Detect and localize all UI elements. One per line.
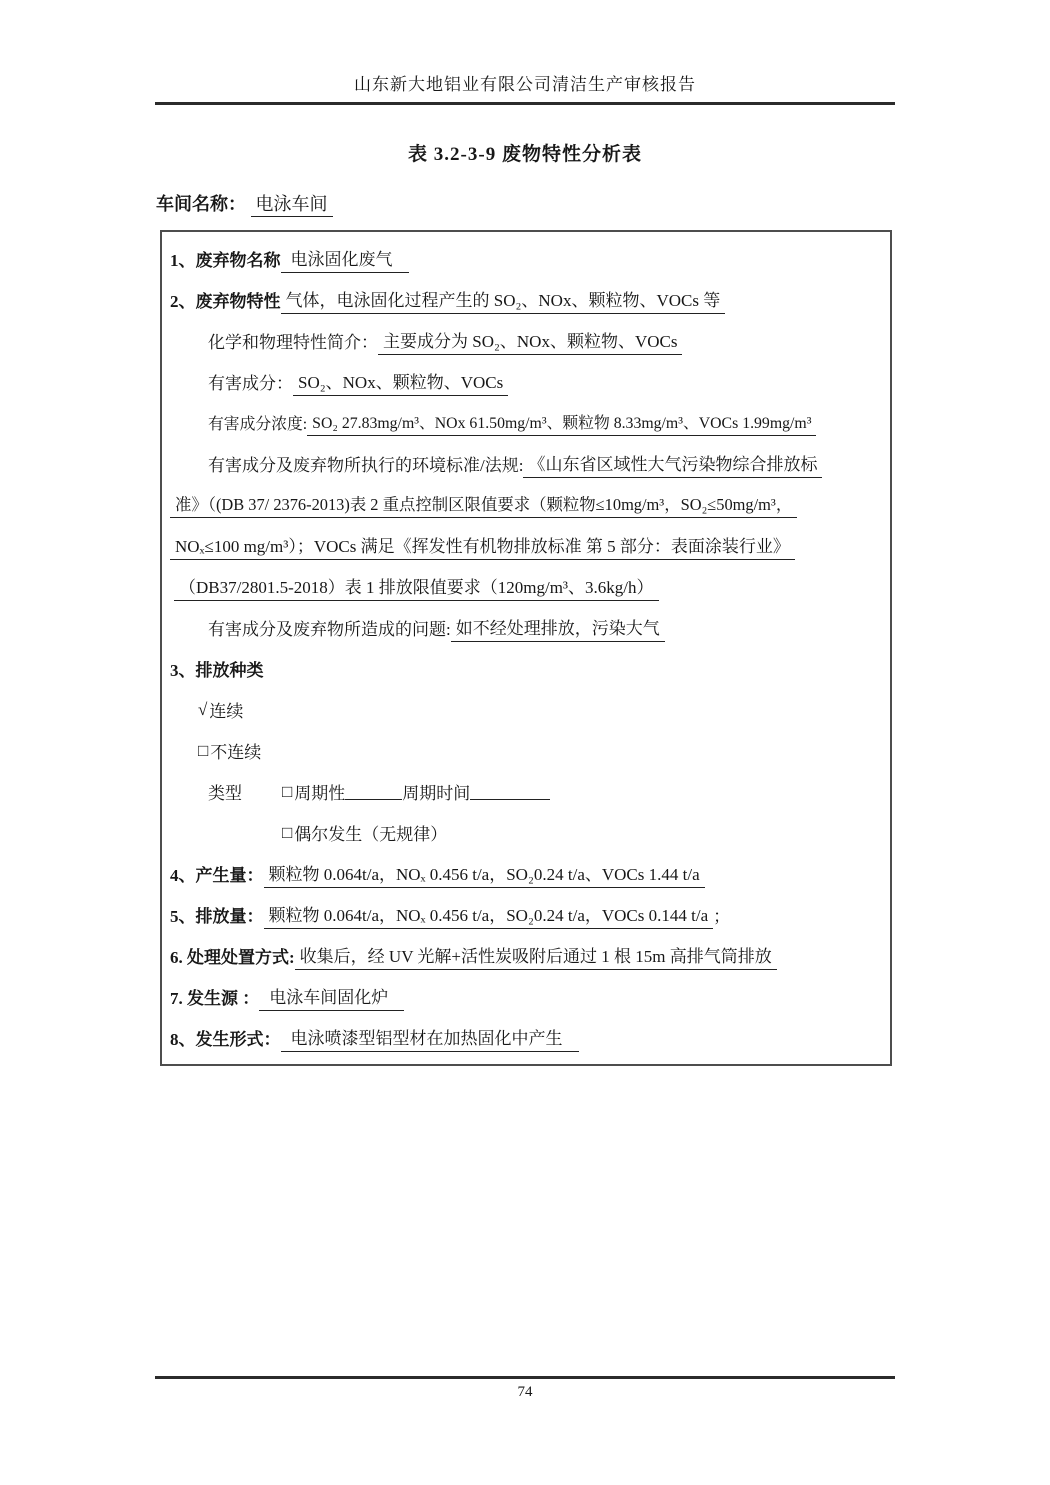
- workshop-name-value: 电泳车间: [251, 194, 333, 217]
- field-harmful-components: [170, 361, 882, 402]
- footer-rule: [155, 1376, 895, 1379]
- treatment-method-value: 收集后，经 UV 光解+活性炭吸附后通过 1 根 15m 高排气筒排放: [295, 942, 777, 970]
- waste-name-label: 1、废弃物名称: [170, 251, 281, 270]
- blank-line: [470, 784, 550, 800]
- field-chemical-intro: [170, 320, 882, 361]
- field-treatment-method: [170, 935, 882, 976]
- option-occasional-label: 偶尔发生（无规律）: [294, 825, 448, 844]
- table-title: 表 3.2-3-9 废物特性分析表: [408, 144, 642, 165]
- option-continuous-label: 连续: [209, 702, 244, 721]
- pattern-type-label: 类型: [208, 784, 242, 803]
- waste-property-value: 气体，电泳固化过程产生的 SO₂、NOx、颗粒物、VOCs 等: [281, 286, 726, 314]
- report-header-title: 山东新大地铝业有限公司清洁生产审核报告: [354, 75, 696, 94]
- emission-amount-value: 颗粒物 0.064t/a，NOₓ 0.456 t/a，SO₂0.24 t/a，VOCs 0.144 t/a: [264, 901, 714, 929]
- harmful-concentration-label: 有害成分浓度:: [208, 416, 308, 433]
- field-emission-type: [170, 648, 882, 689]
- period-time-label: 周期时间: [402, 784, 471, 803]
- emission-amount-label: 5、排放量：: [170, 907, 264, 926]
- caused-problems-value: 如不经处理排放，污染大气: [451, 614, 665, 642]
- page-number: 74: [517, 1384, 533, 1400]
- option-continuous: [170, 689, 882, 730]
- field-waste-name: [170, 238, 882, 279]
- blank-line: [345, 784, 402, 800]
- workshop-name-line: [156, 190, 1050, 216]
- field-generation-amount: [170, 853, 882, 894]
- generation-form-value: 电泳喷漆型铝型材在加热固化中产生: [281, 1024, 579, 1052]
- standards-value-line1: 《山东省区域性大气污染物综合排放标: [523, 450, 822, 478]
- option-discontinuous: [170, 730, 882, 771]
- standards-label: 有害成分及废弃物所执行的环境标准/法规:: [208, 456, 524, 475]
- checkmark-icon: √: [198, 699, 208, 719]
- checkbox-icon: □: [282, 781, 293, 801]
- field-generation-source: [170, 976, 882, 1017]
- standards-value-line3: NOₓ≤100 mg/m³）；VOCs 满足《挥发性有机物排放标准 第 5 部分：表面涂装行业》: [170, 532, 795, 560]
- field-emission-amount: [170, 894, 882, 935]
- option-occasional: [170, 812, 882, 853]
- harmful-components-label: 有害成分：: [208, 374, 293, 393]
- waste-analysis-form: [160, 230, 892, 1066]
- standards-value-line2: 准》（(DB 37/ 2376-2013)表 2 重点控制区限值要求（颗粒物≤10mg/m³，SO₂≤50mg/m³，: [170, 491, 797, 518]
- field-waste-property: [170, 279, 882, 320]
- header-rule: [155, 102, 895, 105]
- option-periodic-label: 周期性: [294, 784, 346, 803]
- checkbox-icon: □: [282, 822, 293, 842]
- field-generation-form: [170, 1017, 882, 1058]
- waste-name-value: 电泳固化废气: [281, 245, 409, 273]
- harmful-components-value: SO₂、NOx、颗粒物、VOCs: [293, 368, 508, 396]
- emission-type-label: 3、排放种类: [170, 661, 264, 680]
- emission-amount-suffix: ；: [713, 907, 731, 926]
- option-discontinuous-label: 不连续: [210, 743, 262, 762]
- standards-line2: [170, 484, 882, 525]
- generation-source-value: 电泳车间固化炉: [259, 983, 404, 1011]
- standards-value-line4: （DB37/2801.5-2018）表 1 排放限值要求（120mg/m³、3.6kg/h）: [174, 573, 659, 601]
- treatment-method-label: 6. 处理处置方式:: [170, 948, 295, 967]
- workshop-name-label: 车间名称：: [156, 194, 246, 214]
- generation-amount-label: 4、产生量：: [170, 866, 264, 885]
- generation-source-label: 7. 发生源 ：: [170, 989, 260, 1008]
- chemical-intro-value: 主要成分为 SO₂、NOx、颗粒物、VOCs: [378, 327, 682, 355]
- generation-amount-value: 颗粒物 0.064t/a，NOₓ 0.456 t/a，SO₂0.24 t/a、VOCs 1.44 t/a: [264, 860, 705, 888]
- standards-line3: [170, 525, 882, 566]
- field-standards: [170, 443, 882, 484]
- standards-line4: [170, 566, 882, 607]
- chemical-intro-label: 化学和物理特性简介：: [208, 333, 378, 352]
- harmful-concentration-value: SO₂ 27.83mg/m³、NOx 61.50mg/m³、颗粒物 8.33mg/m³、VOCs 1.99mg/m³: [307, 410, 816, 436]
- generation-form-label: 8、发生形式：: [170, 1030, 281, 1049]
- field-harmful-concentration: [170, 402, 882, 443]
- field-emission-pattern-type: [170, 771, 882, 812]
- waste-property-label: 2、废弃物特性: [170, 292, 281, 311]
- checkbox-icon: □: [198, 740, 209, 760]
- field-caused-problems: [170, 607, 882, 648]
- caused-problems-label: 有害成分及废弃物所造成的问题:: [208, 620, 451, 639]
